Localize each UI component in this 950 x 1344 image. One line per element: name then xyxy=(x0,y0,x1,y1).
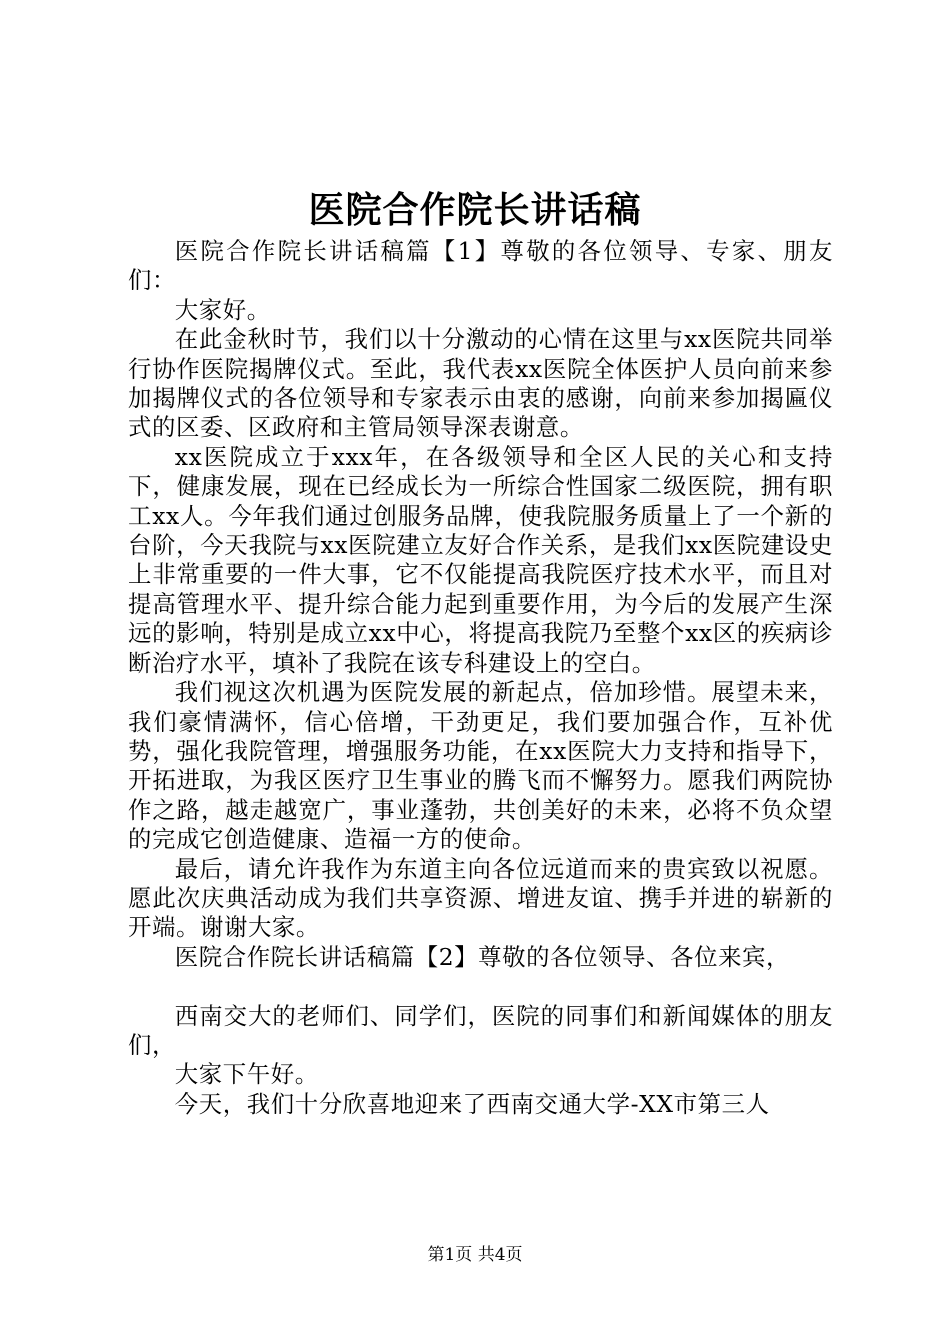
paragraph-speech2-opening: 今天，我们十分欣喜地迎来了西南交通大学-XX市第三人 xyxy=(174,1089,770,1118)
paragraph-speech2-greeting: 大家下午好。 xyxy=(174,1060,319,1089)
paragraph-speech2-addressees: 西南交大的老师们、同学们，医院的同事们和新闻媒体的朋友们， xyxy=(128,1001,833,1059)
page-number: 第1页 共4页 xyxy=(427,1245,523,1265)
paragraph-speech2-intro: 医院合作院长讲话稿篇【2】尊敬的各位领导、各位来宾， xyxy=(174,942,791,971)
paragraph-opening: 在此金秋时节，我们以十分激动的心情在这里与xx医院共同举行协作医院揭牌仪式。至此，我代表xx医院全体医护人员向前来参加揭牌仪式的各位领导和专家表示由衷的感谢，向前来参加揭匾仪式的区委、区政府和主管局领导深表谢意。 xyxy=(128,325,833,442)
paragraph-speech1-intro: 医院合作院长讲话稿篇【1】尊敬的各位领导、专家、朋友们： xyxy=(128,237,833,295)
paragraph-hospital-history: xx医院成立于xxx年，在各级领导和全区人民的关心和支持下，健康发展，现在已经成长为一所综合性国家二级医院，拥有职工xx人。今年我们通过创服务品牌，使我院服务质量上了一个新的台阶，今天我院与xx医院建立友好合作关系，是我们xx医院建设史上非常重要的一件大事，它不仅能提高我院医疗技术水平，而且对提高管理水平、提升综合能力起到重要作用，为今后的发展产生深远的影响，特别是成立xx中心，将提高我院乃至整个xx区的疾病诊断治疗水平，填补了我院在该专科建设上的空白。 xyxy=(128,442,833,677)
paragraph-greeting: 大家好。 xyxy=(174,295,271,324)
paragraph-outlook: 我们视这次机遇为医院发展的新起点，倍加珍惜。展望未来，我们豪情满怀，信心倍增，干劲更足，我们要加强合作，互补优势，强化我院管理，增强服务功能，在xx医院大力支持和指导下，开拓进取，为我区医疗卫生事业的腾飞而不懈努力。愿我们两院协作之路，越走越宽广，事业蓬勃，共创美好的未来，必将不负众望的完成它创造健康、造福一方的使命。 xyxy=(128,678,833,854)
document-title: 医院合作院长讲话稿 xyxy=(308,189,642,231)
document-body xyxy=(128,237,833,1119)
paragraph-closing: 最后，请允许我作为东道主向各位远道而来的贵宾致以祝愿。愿此次庆典活动成为我们共享资源、增进友谊、携手并进的崭新的开端。谢谢大家。 xyxy=(128,854,833,942)
